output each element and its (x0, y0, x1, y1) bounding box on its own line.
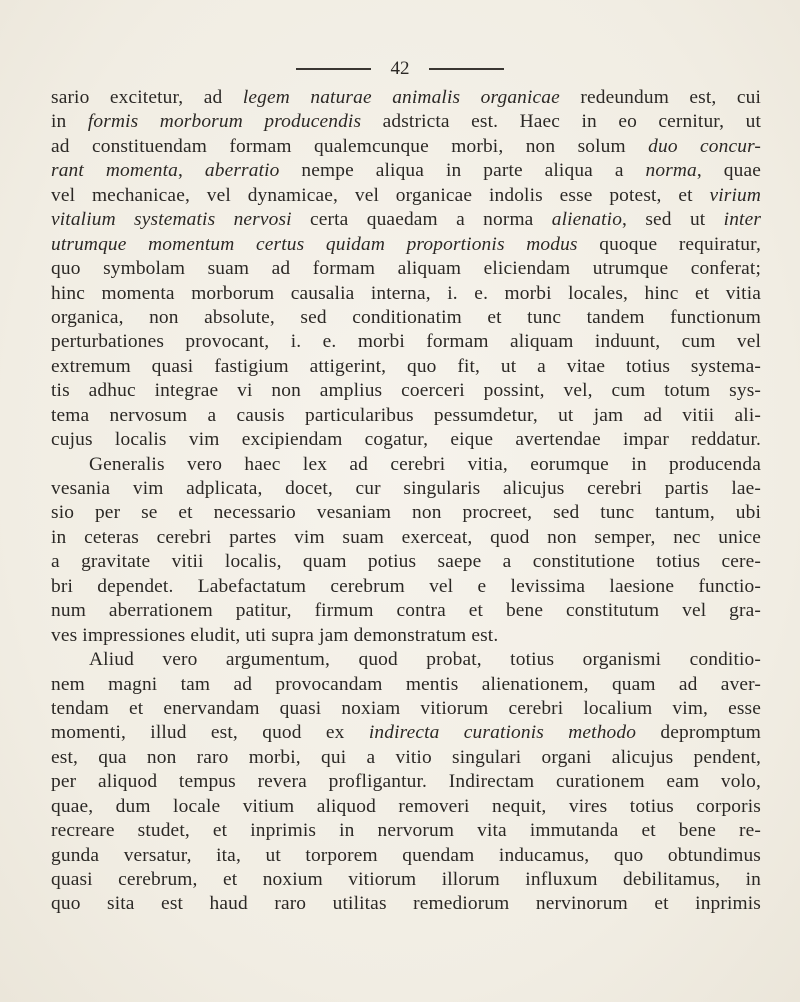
text-line: quae, dum locale vitium aliquod removeri nequit, vires totius corporis (51, 795, 761, 817)
page-number: 42 (390, 58, 410, 79)
text-line: ad constituendam formam qualemcunque morbi, non solum duo concur- (51, 135, 762, 157)
text-line: num aberrationem patitur, firmum contra et bene constitutum vel gra- (51, 600, 761, 622)
text-line: a gravitate vitii localis, quam potius saepe a constitutione totius cere- (51, 551, 761, 573)
text-line: momenti, illud est, quod ex indirecta curationis methodo depromptum (51, 722, 762, 744)
header-rule-right (429, 68, 504, 70)
text-line: tendam et enervandam quasi noxiam vitiorum cerebri localium vim, esse (51, 697, 761, 719)
header-rule-left (296, 68, 371, 70)
text-line: vel mechanicae, vel dynamicae, vel organicae indolis esse potest, et virium (51, 184, 761, 206)
text-line: bri dependet. Labefactatum cerebrum vel e levissima laesione functio- (51, 575, 761, 597)
text-line: sio per se et necessario vesaniam non procreet, sed tunc tantum, ubi (51, 502, 761, 524)
text-line: gunda versatur, ita, ut torporem quendam inducamus, quo obtundimus (51, 844, 761, 866)
text-line: cujus localis vim excipiendam cogatur, eique avertendae impar reddatur. (51, 429, 761, 451)
text-line: hinc momenta morborum causalia interna, i. e. morbi locales, hinc et vitia (51, 282, 761, 304)
text-line: perturbationes provocant, i. e. morbi formam aliquam induunt, cum vel (51, 331, 761, 353)
text-line: recreare studet, et inprimis in nervorum vita immutanda et bene re- (51, 820, 761, 842)
text-line: vitalium systematis nervosi certa quaedam a norma alienatio, sed ut inter (51, 209, 762, 231)
text-line: quasi cerebrum, et noxium vitiorum illorum influxum debilitamus, in (51, 869, 761, 890)
text-line: ves impressiones eludit, uti supra jam demonstratum est. (51, 624, 499, 646)
text-line: est, qua non raro morbi, qui a vitio singulari organi alicujus pendent, (51, 746, 761, 768)
text-line: in ceteras cerebri partes vim suam exerceat, quod non semper, nec unice (51, 526, 761, 548)
text-line: organica, non absolute, sed conditionatim et tunc tandem functionum (51, 306, 761, 328)
text-line: sario excitetur, ad legem naturae animalis organicae redeundum est, cui (51, 87, 762, 108)
text-line: rant momenta, aberratio nempe aliqua in parte aliqua a norma, quae (51, 160, 762, 182)
text-line: Aliud vero argumentum, quod probat, totius organismi conditio- (89, 649, 761, 671)
text-line: per aliquod tempus revera profligantur. Indirectam curationem eam volo, (51, 771, 761, 793)
text-line: in formis morborum producendis adstricta est. Haec in eo cernitur, ut (51, 111, 761, 133)
text-line: utrumque momentum certus quidam proportionis modus quoque requiratur, (51, 233, 761, 255)
page-header (0, 58, 800, 80)
text-line: Generalis vero haec lex ad cerebri vitia, eorumque in producenda (89, 453, 761, 475)
text-line: nem magni tam ad provocandam mentis alienationem, quam ad aver- (51, 673, 761, 695)
text-line: tema nervosum a causis particularibus pessumdetur, ut jam ad vitii ali- (51, 404, 761, 426)
text-line: vesania vim adplicata, docet, cur singularis alicujus cerebri partis lae- (51, 478, 761, 499)
text-line: quo sita est haud raro utilitas remediorum nervinorum et inprimis (51, 893, 761, 915)
text-line: extremum quasi fastigium attigerint, quo fit, ut a vitae totius systema- (51, 355, 761, 377)
text-line: quo symbolam suam ad formam aliquam eliciendam utrumque conferat; (51, 258, 761, 280)
text-line: tis adhuc integrae vi non amplius coerceri possint, vel, cum totum sys- (51, 380, 761, 402)
body-text (51, 86, 761, 917)
